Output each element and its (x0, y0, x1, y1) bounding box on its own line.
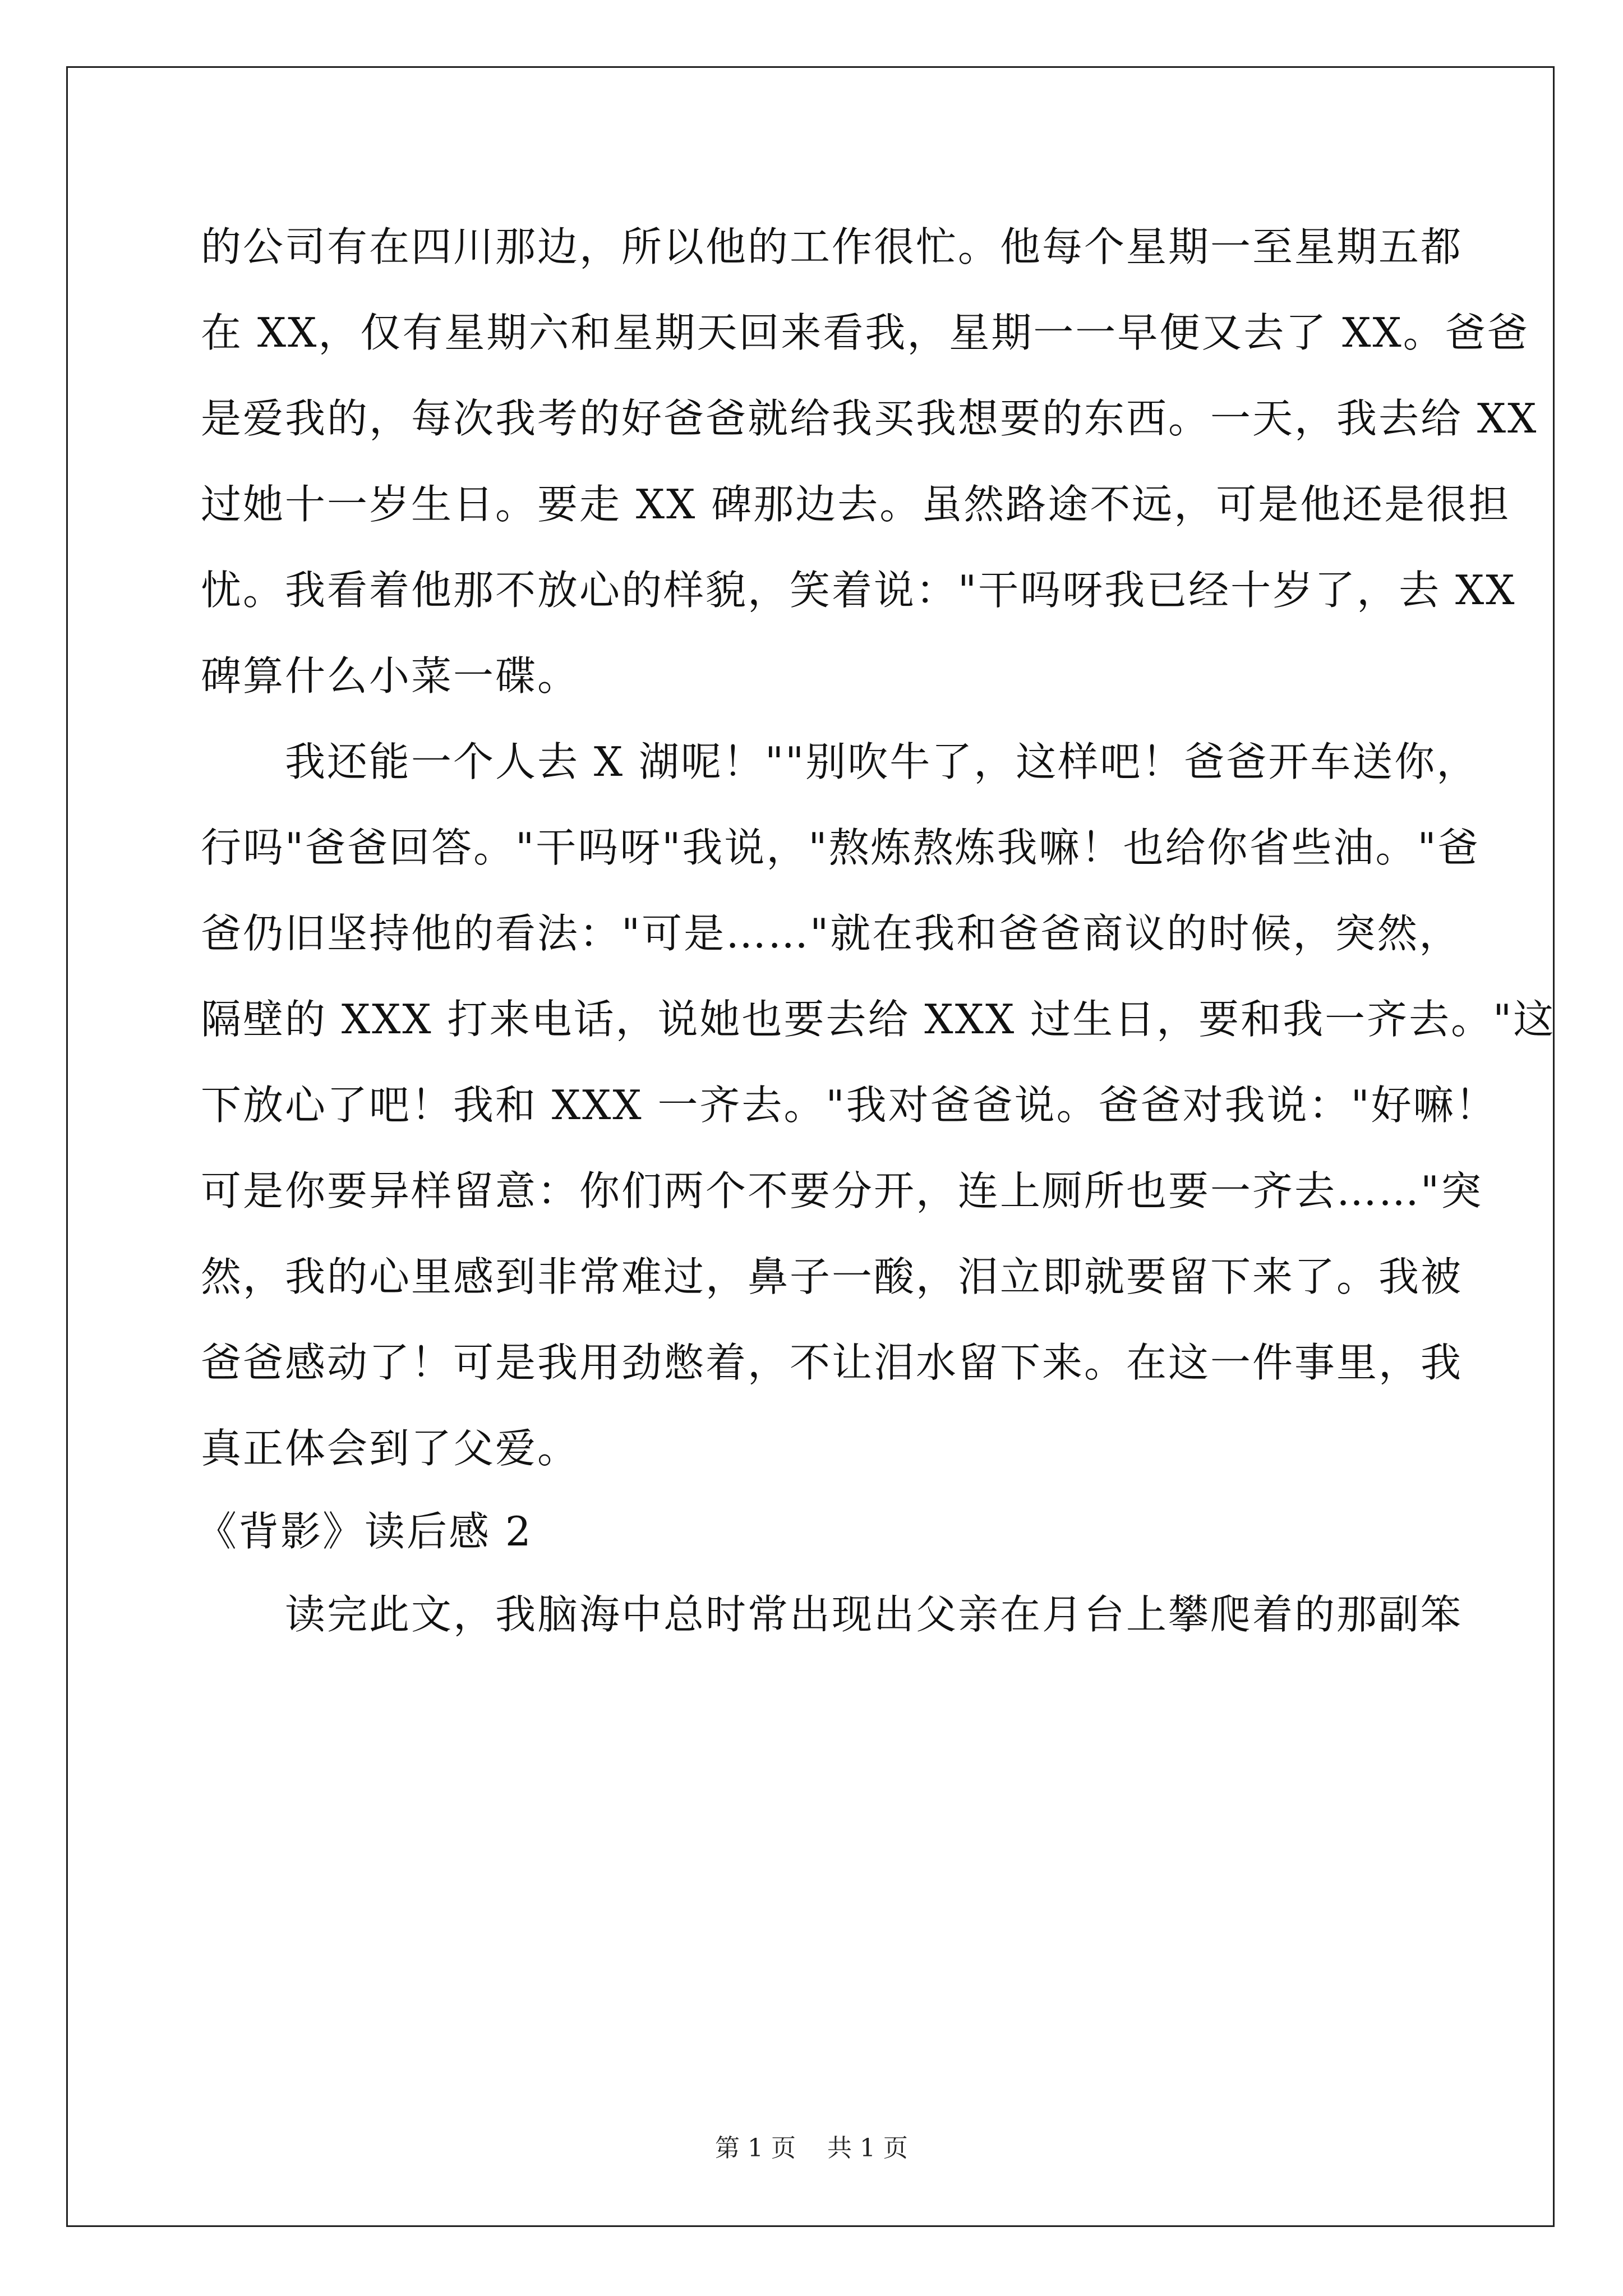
section-heading: 《背影》读后感 2 (196, 1508, 533, 1555)
paragraph-line: 忧。我看着他那不放心的样貌，笑着说："干吗呀我已经十岁了，去 XX (201, 567, 1516, 614)
paragraph-line: 下放心了吧！我和 XXX 一齐去。"我对爸爸说。爸爸对我说："好嘛！ (201, 1082, 1497, 1129)
paragraph-line: 隔壁的 XXX 打来电话，说她也要去给 XXX 过生日，要和我一齐去。"这 (201, 996, 1556, 1043)
paragraph-line: 过她十一岁生日。要走 XX 碑那边去。虽然路途不远，可是他还是很担 (201, 481, 1511, 528)
paragraph-line: 然，我的心里感到非常难过，鼻子一酸，泪立即就要留下来了。我被 (201, 1253, 1463, 1300)
paragraph-line: 是爱我的，每次我考的好爸爸就给我买我想要的东西。一天，我去给 XX (201, 395, 1538, 442)
paragraph-line: 在 XX，仅有星期六和星期天回来看我，星期一一早便又去了 XX。爸爸 (201, 309, 1529, 356)
paragraph-line: 行吗"爸爸回答。"干吗呀"我说，"熬炼熬炼我嘛！也给你省些油。"爸 (201, 824, 1480, 871)
paragraph-line: 读完此文，我脑海中总时常出现出父亲在月台上攀爬着的那副笨 (285, 1591, 1463, 1638)
page-footer: 第 1 页 共 1 页 (715, 2134, 908, 2162)
paragraph-line: 爸仍旧坚持他的看法："可是……"就在我和爸爸商议的时候，突然， (201, 910, 1461, 957)
paragraph-line: 我还能一个人去 X 湖呢！""别吹牛了，这样吧！爸爸开车送你， (285, 738, 1479, 785)
paragraph-line: 爸爸感动了！可是我用劲憋着，不让泪水留下来。在这一件事里，我 (201, 1339, 1463, 1386)
paragraph-line: 真正体会到了父爱。 (201, 1425, 580, 1472)
paragraph-line: 的公司有在四川那边，所以他的工作很忙。他每个星期一至星期五都 (201, 223, 1463, 270)
paragraph-line: 可是你要异样留意：你们两个不要分开，连上厕所也要一齐去……"突 (201, 1167, 1483, 1214)
paragraph-line: 碑算什么小菜一碟。 (201, 652, 580, 700)
